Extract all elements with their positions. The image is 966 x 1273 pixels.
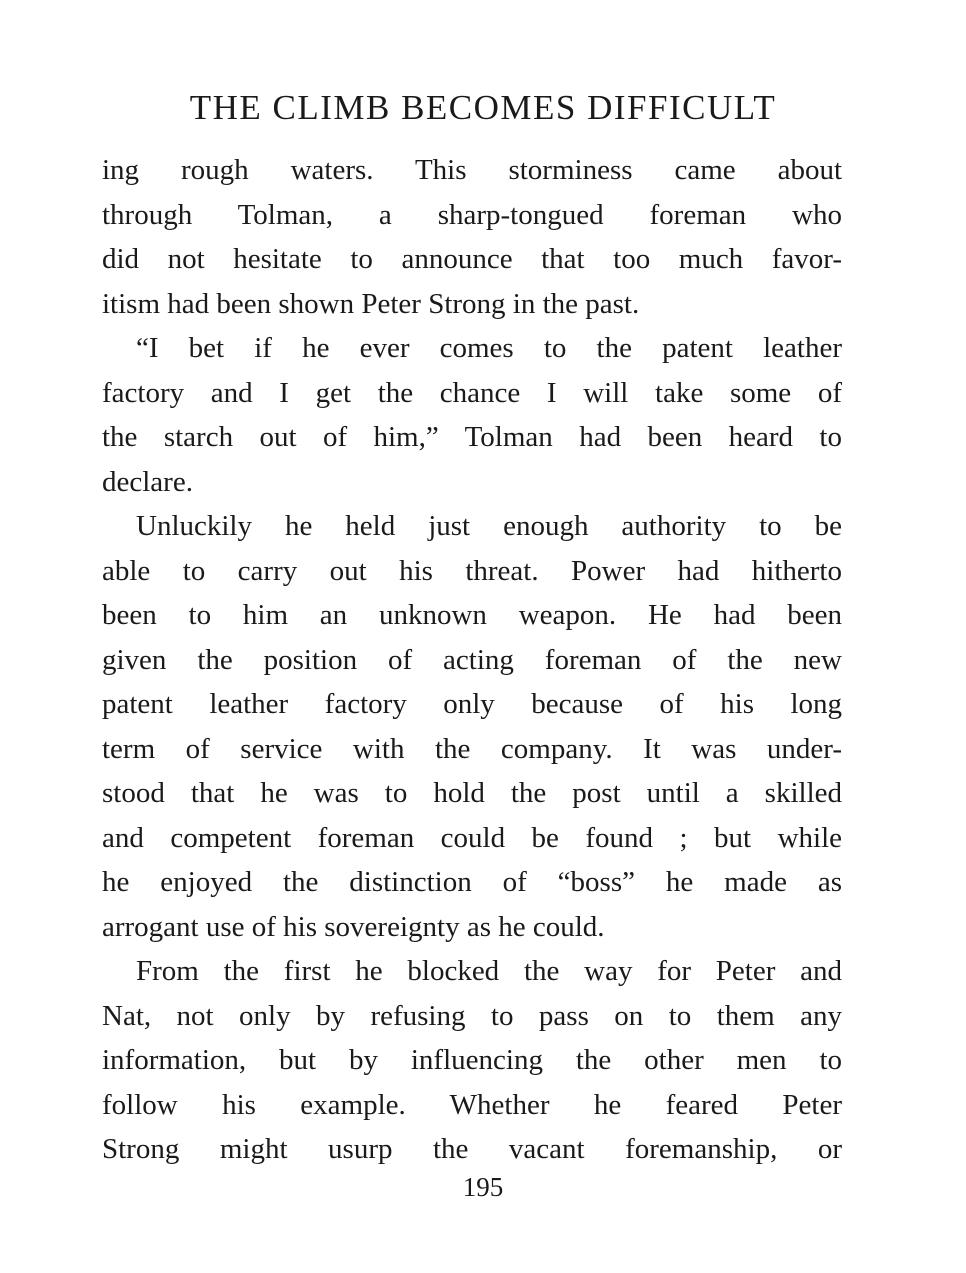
text-line: been to him an unknown weapon. He had been	[102, 599, 842, 631]
text-line: the starch out of him,” Tolman had been heard to	[102, 421, 842, 453]
page-number: 195	[462, 1172, 504, 1202]
text-line: follow his example. Whether he feared Peter	[102, 1088, 842, 1121]
text-line: stood that he was to hold the post until a skilled	[102, 777, 842, 809]
text-line: Unluckily he held just enough authority to be	[136, 510, 842, 542]
text-line: “I bet if he ever comes to the patent leather	[136, 332, 842, 364]
text-line: able to carry out his threat. Power had hitherto	[102, 554, 842, 587]
text-line: itism had been shown Peter Strong in the past.	[102, 287, 640, 320]
text-line: factory and I get the chance I will take some of	[102, 376, 842, 409]
text-line: declare.	[102, 465, 193, 498]
text-line: From the first he blocked the way for Peter and	[136, 955, 842, 987]
text-line: information, but by influencing the other men to	[102, 1044, 842, 1076]
paragraph	[102, 326, 842, 504]
body-text	[102, 148, 842, 1172]
text-line: given the position of acting foreman of the new	[102, 643, 842, 676]
text-line: ing rough waters. This storminess came about	[102, 154, 842, 186]
text-line: did not hesitate to announce that too much favor-	[102, 243, 842, 275]
text-line: and competent foreman could be found ; but while	[102, 821, 842, 854]
text-line: Nat, not only by refusing to pass on to them any	[102, 999, 842, 1032]
paragraph	[102, 148, 842, 326]
text-line: through Tolman, a sharp-tongued foreman who	[102, 198, 842, 231]
text-line: arrogant use of his sovereignty as he could.	[102, 910, 605, 943]
text-line: he enjoyed the distinction of “boss” he made as	[102, 866, 842, 898]
running-head: THE CLIMB BECOMES DIFFICULT	[189, 88, 777, 127]
paragraph	[102, 949, 842, 1172]
paragraph	[102, 504, 842, 949]
text-line: Strong might usurp the vacant foremanship, or	[102, 1133, 842, 1165]
text-line: term of service with the company. It was under-	[102, 732, 842, 765]
text-line: patent leather factory only because of his long	[102, 688, 842, 720]
